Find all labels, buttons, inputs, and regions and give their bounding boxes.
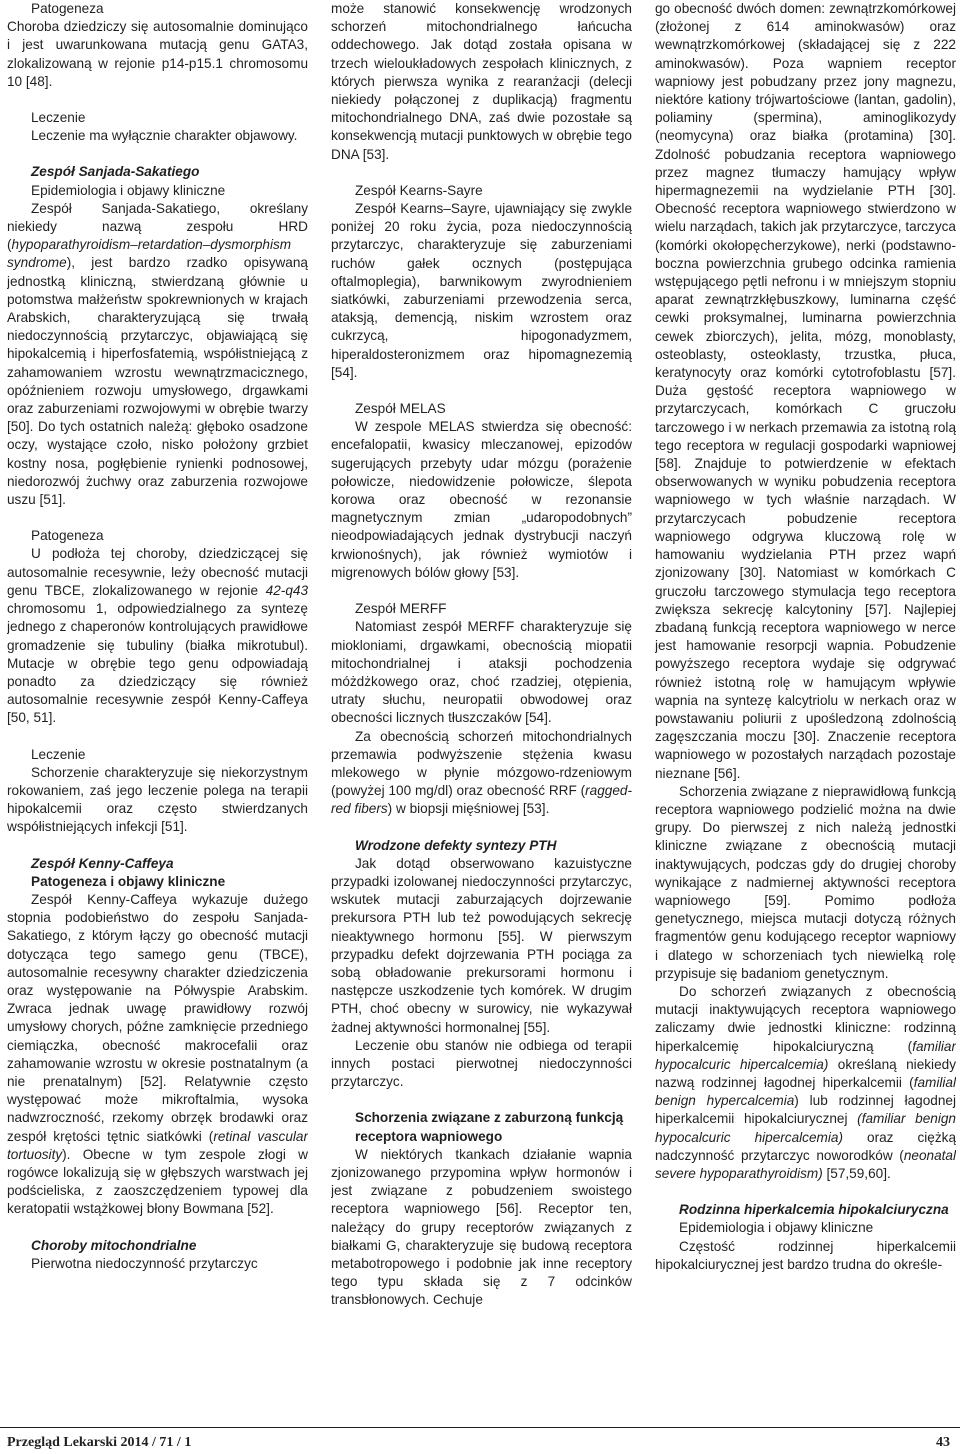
paragraph (7, 0, 308, 91)
section (7, 746, 308, 837)
paragraph (655, 983, 956, 1183)
paragraph (331, 1037, 632, 1092)
text-column-right (655, 0, 956, 1410)
section-heading: Rodzinna hiperkalcemia hipokalciuryczna (679, 1202, 949, 1218)
subsection-heading: Epidemiologia i objawy kliniczne (679, 1220, 874, 1236)
text-column-middle (331, 0, 632, 1410)
paragraph-text: U podłoża tej choroby, dziedziczącej się autosomalnie recesywnie, leży obecność mutacji genu TBCE, zlokalizowanego w rejonie (7, 546, 308, 598)
section (7, 855, 308, 1219)
section (7, 163, 308, 509)
paragraph-text: Zespół Kearns–Sayre, ujawniający się zwykle poniżej 20 roku życia, poza niedoczynnością przytarczyc, charakteryzuje się zaburzeniami ruchów gałek ocznych (postępująca oftalmoplegia), barwnikowym zwyrodnieniem siatkówki, zaburzeniami przewodzenia serca, ataksją, demencją, niskim wzrostem oraz cukrzycą, hipogonadyzmem, hiperaldosteronizmem oraz hipomagnezemią [54]. (331, 201, 632, 380)
section-heading: Zespół Kenny-Caffeya (31, 855, 174, 871)
paragraph-italic: neonatal severe hypoparathyroidism) (655, 1147, 956, 1181)
section-heading: Zespół Sanjada-Sakatiego (31, 164, 200, 180)
paragraph-text: Zespół Kenny-Caffeya wykazuje dużego stopnia podobieństwo do zespołu Sanjada-Sakatiego, z którym łączy go obecność mutacji dotycząca tego samego genu (TBCE), autosomalnie recesywny charakter dziedziczenia oraz występowanie na Półwyspie Arabskim. Zwraca jednak uwagę prawidłowy rozwój umysłowy chorych, późne zamknięcie przedniego ciemiączka, obecność makrocefalii oraz zahamowanie wzrostu w okresie postnatalnym (a nie prenatalnym) [52]. Relatywnie często występować może mikroftalmia, wysoka nadwzroczność, rzekomy obrzęk brodawki oraz zespół krętości tętnic siatkówki ( (7, 891, 308, 1144)
paragraph-text: Jak dotąd obserwowano kazuistyczne przypadki izolowanej niedoczynności przytarczyc, wskutek mutacji zaburzających dojrzewanie prekursora PTH lub też powodujących sekrecję nieaktywnego hormonu [55]. W pierwszym przypadku defekt dojrzewania PTH pociąga za sobą obładowanie prekursorami hormonu i następcze uszkodzenie tych komórek. W drugim PTH, choć obecny w surowicy, nie wykazywał żadnej aktywności hormonalnej [55]. (331, 855, 632, 1035)
subsection-heading: Patogeneza i objawy kliniczne (31, 873, 226, 889)
section (331, 837, 632, 1037)
paragraph-italic: ragged-red fibers (331, 783, 632, 817)
paragraph-italic: retinal vascular tortuosity (7, 1128, 308, 1162)
paragraph-text: określaną niekiedy nazwą rodzinnej łagodnej hiperkalcemii ( (655, 1056, 956, 1090)
paragraph-text: może stanowić konsekwencję wrodzonych schorzeń mitochondrialnego łańcucha oddechowego. Jak dotąd została opisana w trzech wieloukładowych zespołach klinicznych, z których pierwsza wynika z rearanżacji (delecji niekiedy połączonej z duplikacją) fragmentu mitochondrialnego DNA, zaś dwie pozostałe są konsekwencją mutacji punktowych w obrębie tego DNA [53]. (331, 1, 632, 162)
paragraph-text: ), jest bardzo rzadko opisywaną jednostką kliniczną, stwierdzaną głównie u potomstwa małżeństw spokrewnionych w krajach Arabskich, charakteryzującą się trwałą niedoczynnością przytarczyc, objawiającą się hipokalcemią i hiperfosfatemią, współistniejącą z zahamowaniem wzrostu wewnątrzmacicznego, opóźnieniem rozwoju umysłowego, drgawkami oraz zaburzeniami rozwojowymi w obrębie twarzy [50]. Do tych ostatnich należą: głęboko osadzone oczy, wystające czoło, nisko położony grzbiet kostny nosa, pogłębienie rynienki podnosowej, niedorozwój żuchwy oraz zaburzenia rozwojowe uszu [51]. (7, 255, 308, 508)
section (7, 1237, 308, 1273)
paragraph-text: Leczenie ma wyłącznie charakter objawowy. (31, 128, 298, 144)
paragraph (7, 109, 308, 145)
subsection-heading: Zespół MELAS (355, 401, 446, 417)
paragraph-text: ) lub rodzinnej łagodnej hiperkalcemii hipokalciurycznej (655, 1093, 956, 1127)
section (7, 527, 308, 727)
paragraph-text: chromosomu 1, odpowiedzialnego za syntezę jednego z chaperonów kontrolujących prawidłowe gromadzenie się tubuliny (białka mikrotubul). Mutacje w obrębie tego genu odpowiadają ponadto za dziedziczący się również autosomalnie recesywnie zespół Kenny-Caffeya [50, 51]. (7, 601, 308, 726)
paragraph-text: Choroba dziedziczy się autosomalnie dominująco i jest uwarunkowana mutacją genu GATA3, zlokalizowaną w rejonie p14-p15.1 chromosomu 10 [48]. (7, 19, 308, 89)
text-column-left (7, 0, 308, 1410)
paragraph-text: go obecność dwóch domen: zewnątrzkomórkowej (złożonej z 614 aminokwasów) oraz wewnątrzkomórkowej (składającej się z 222 aminokwasów). Poza wapniem receptor wapniowy jest pobudzany przez jony magnezu, niektóre kationy trójwartościowe (lantan, gadolin), poliaminy (spermina), aminoglikozydy (neomycyna) oraz białka (protamina) [30]. Zdolność pobudzania receptora wapniowego przez magnez tłumaczy hamujący wpływ hipermagnezemii na wydzielanie PTH [30]. Obecność receptora wapniowego stwierdzono w wielu narządach, takich jak przytarczyce, tarczyca (komórki okołopęcherzykowe), nerki (podstawno-boczna powierzchnia grubego odcinka ramienia wstępującego pętli nefronu i w mniejszym stopniu aparat zewnątrzkłębuszkowy, luminarna część cewki proksymalnej, luminarna powierzchnia cewek zbiorczych), jelita, mózg, monoblasty, osteoblasty, osteoklasty, trzustka, płuca, keratynocyty oraz komórki cytotrofoblastu [57]. Duża gęstość receptora wapniowego w przytarczycach, komórkach C gruczołu tarczowego i w nerkach przemawia za istotną rolą tego receptora w regulacji gospodarki wapniowej [58]. Znajduje to potwierdzenie w efektach obserwowanych w wyniku pobudzenia receptora wapniowego w tych właśnie narządach. W przytarczycach pobudzenie receptora wapniowego odgrywa kluczową rolę w hamowaniu wydzielania PTH przez wapń zjonizowany [30]. Natomiast w komórkach C gruczołu tarczowego stymulacja tego receptora zwiększa sekrecję kalcytoniny [57]. Najlepiej zbadaną funkcją receptora wapniowego w nerce jest hamowanie resorpcji wapnia. Pobudzenie powyższego receptora wydaje się odgrywać również istotną rolę w hamującym wpływie wapnia na syntezę kalcytriolu w nerkach oraz w powstawaniu poliurii z upośledzoną zdolnością zagęszczania moczu [30]. Znaczenie receptora wapniowego w pozostałych narządach pozostaje nieznane [56]. (655, 1, 956, 781)
paragraph-italic: (familiar benign hypocalcuric hipercalcemia) (655, 1111, 956, 1145)
subsection-heading: Patogeneza (31, 1, 104, 16)
section (655, 1201, 956, 1274)
subsection-heading: Zespół MERFF (355, 601, 447, 617)
paragraph-text: ). Obecne w tym zespole złogi w rogówce lokalizują się w głębszych warstwach jej podścieliska, z zaoszczędzeniem typowej dla keratopatii wstążkowej błony Bowmana [52]. (7, 1146, 308, 1217)
section-heading: Schorzenia związane z zaburzoną funkcją receptora wapniowego (355, 1110, 624, 1144)
section-heading: Wrodzone defekty syntezy PTH (355, 837, 557, 853)
paragraph-text: ) w biopsji mięśniowej [53]. (387, 801, 550, 817)
paragraph (655, 0, 956, 783)
subsection-heading: Patogeneza (31, 528, 104, 544)
section-heading: Choroby mitochondrialne (31, 1237, 197, 1253)
paragraph-text: [57,59,60]. (822, 1166, 891, 1181)
section (331, 1109, 632, 1309)
subsection-heading: Zespół Kearns-Sayre (355, 182, 483, 198)
paragraph-text: Leczenie obu stanów nie odbiega od terapii innych postaci pierwotnej niedoczynności przytarczyc. (331, 1037, 632, 1090)
section (331, 400, 632, 582)
section (331, 182, 632, 382)
paragraph-italic: familiar hypocalcuric hipercalcemia) (655, 1038, 956, 1072)
paragraph-text: W niektórych tkankach działanie wapnia zjonizowanego przypomina wpływ hormonów i jest związane z pobudzeniem swoistego receptora wapniowego [56]. Receptor ten, należący do grupy receptorów związanych z białkami G, charakteryzuje się budową receptora metabotropowego i podobnie jak inne receptory tego typu składa się z 7 odcinków transbłonowych. Cechuje (331, 1146, 632, 1308)
paragraph-text: W zespole MELAS stwierdza się obecność: encefalopatii, kwasicy mleczanowej, epizodów sugerujących przebyty udar mózgu (porażenie połowicze, niedowidzenie połowicze, ślepota korowa oraz obecność w rezonansie magnetycznym zmian „udaropodobnych” nieodpowiadających jednak dystrybucji naczyń krwionośnych), jak również wymiotów i migrenowych bólów głowy [53]. (331, 419, 632, 580)
page-number: 43 (936, 1435, 950, 1450)
paragraph (331, 728, 632, 819)
paragraph-italic: hypoparathyroidism–retardation–dysmorphism syndrome (7, 237, 292, 271)
paragraph-italic: 42-q43 (265, 582, 308, 598)
subsection-heading: Leczenie (31, 746, 86, 762)
paragraph-text: Za obecnością schorzeń mitochondrialnych przemawia podwyższenie stężenia kwasu mlekowego w płynie mózgowo-rdzeniowym (powyżej 100 mg/dl) oraz obecność RRF ( (331, 728, 632, 799)
paragraph-text: Pierwotna niedoczynność przytarczyc (31, 1255, 258, 1271)
paragraph-text: oraz ciężką nadczynność przytarczyc noworodków ( (655, 1129, 956, 1163)
paragraph-text: Częstość rodzinnej hiperkalcemii hipokalciurycznej jest bardzo trudna do określe- (655, 1238, 956, 1272)
paragraph-text: Zespół Sanjada-Sakatiego, określany niekiedy nazwą zespołu HRD ( (7, 200, 308, 253)
journal-footer: Przegląd Lekarski 2014 / 71 / 1 (7, 1435, 192, 1450)
paragraph-text: Do schorzeń związanych z obecnością mutacji inaktywujących receptora wapniowego zaliczamy dwie jednostki kliniczne: rodzinną hiperkalcemię hipokalciuryczną ( (655, 983, 956, 1054)
subsection-heading: Leczenie (31, 110, 86, 126)
paragraph-text: Natomiast zespół MERFF charakteryzuje się miokloniami, drgawkami, obecnością miopatii mitochondrialnej i ataksji pochodzenia móżdżkowego oraz, choć rzadziej, otępienia, utraty słuchu, neuropatii obwodowej oraz obecności licznych tłuszczaków [54]. (331, 619, 632, 726)
paragraph-italic: familial benign hypercalcemia (655, 1074, 956, 1109)
paragraph-text: Schorzenie charakteryzuje się niekorzystnym rokowaniem, zaś jego leczenie polega na terapii hipokalcemii oraz często stwierdzanych współistniejących infekcji [51]. (7, 764, 308, 835)
paragraph-text: Schorzenia związane z nieprawidłową funkcją receptora wapniowego podzielić można na dwie grupy. Do pierwszej z nich należą jednostki kliniczne związane z obecnością mutacji inaktywujących, podczas gdy do drugiej choroby wynikające z nadmiernej aktywności receptora wapniowego [59]. Pomimo podłoża genetycznego, miejsca mutacji dotyczą różnych fragmentów genu kodującego receptor wapniowy i dlatego w schorzeniach tych niewielką rolę przypisuje się badaniom genetycznym. (655, 783, 956, 981)
footer-rule (0, 1427, 960, 1428)
section (331, 600, 632, 727)
subsection-heading: Epidemiologia i objawy kliniczne (31, 182, 226, 198)
paragraph (655, 783, 956, 983)
paragraph (331, 0, 632, 164)
